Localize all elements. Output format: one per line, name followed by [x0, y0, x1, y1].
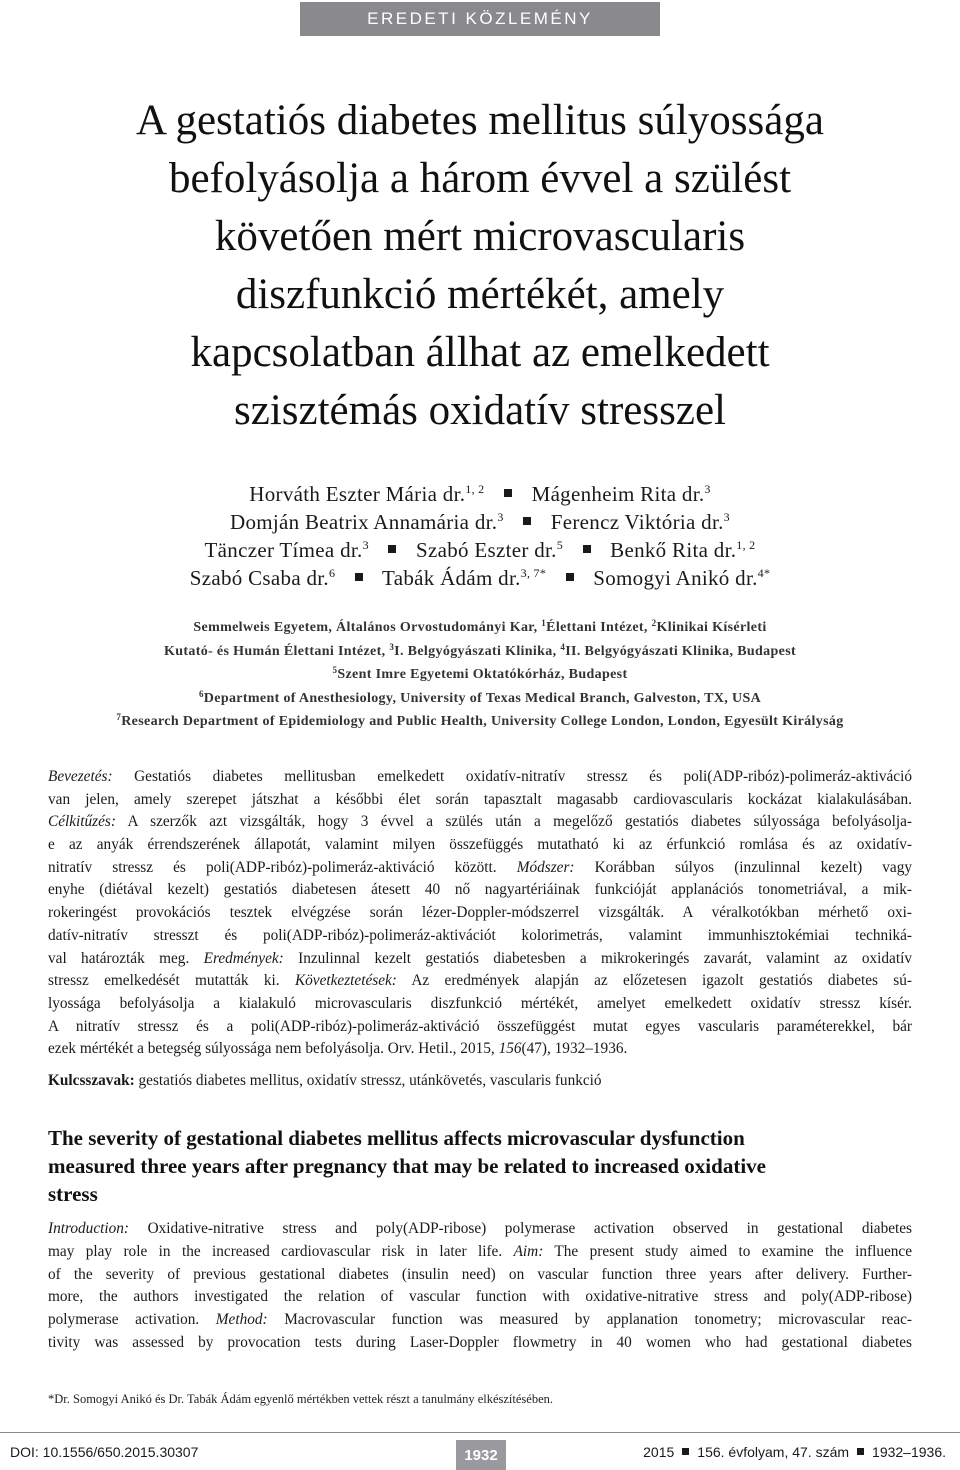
- section-label: Módszer:: [516, 858, 575, 876]
- abstract-line: [48, 1038, 912, 1061]
- affiliation-number: 4: [560, 641, 566, 652]
- author-list: [20, 480, 940, 592]
- section-label: Introduction:: [48, 1220, 130, 1237]
- page-footer: [0, 1440, 960, 1468]
- abstract-text: Oxidative-nitrative stress and poly(ADP-ribose) polymerase activation observed in gestational diabetes: [129, 1220, 912, 1237]
- affiliation-text: Department of Anesthesiology, University of Texas Medical Branch, Galveston, TX, USA: [203, 690, 762, 706]
- separator-square-icon: [566, 573, 574, 581]
- separator-square-icon: [388, 545, 396, 553]
- section-label: EREDETI KÖZLEMÉNY: [367, 9, 593, 28]
- author-line: [20, 508, 940, 536]
- author-name: Mágenheim Rita dr.: [531, 482, 705, 506]
- affiliation-text: Klinikai Kísérleti: [656, 620, 767, 635]
- abstract-text: Inzulinnal kezelt gestatiós diabetesben a mikrokeringés zavarát, valamint az oxidatív: [283, 949, 912, 967]
- keywords-label: Kulcsszavak:: [48, 1072, 135, 1089]
- affiliation-text: Kutató- és Humán Élettani Intézet,: [163, 643, 390, 659]
- english-title-line: The severity of gestational diabetes mellitus affects microvascular dysfunction: [48, 1126, 745, 1150]
- author-name: Ferencz Viktória dr.: [550, 510, 724, 534]
- section-label: Bevezetés:: [48, 768, 113, 785]
- affiliation-line: [40, 640, 920, 664]
- affiliation-line: [20, 710, 940, 734]
- abstract-line: [48, 1309, 912, 1332]
- author-affiliation: 1, 2: [736, 538, 756, 552]
- author-name: Domján Beatrix Annamária dr.: [230, 510, 498, 534]
- section-label: Method:: [215, 1311, 268, 1329]
- affiliation-text: II. Belgyógyászati Klinika, Budapest: [565, 643, 797, 659]
- abstract-line: A nitratív stressz és a poli(ADP-ribóz)-polimeráz-aktiváció összefüggést mutat egyes vascularis paraméterekkel, bár: [48, 1017, 912, 1035]
- abstract-text: A szerzők azt vizsgálták, hogy 3 évvel a szülés után a megelőző gestatiós diabetes súlyossága befolyásolja-: [115, 813, 912, 831]
- author-affiliation: 1, 2: [465, 482, 485, 496]
- affiliation-number: 3: [389, 641, 395, 652]
- affiliation-number: 6: [198, 688, 204, 699]
- abstract-text: Az eredmények alapján az előzetesen igazolt gestatiós diabetes sú-: [396, 972, 912, 990]
- issue-info: [643, 1444, 946, 1460]
- abstract-line: lyossága befolyásolja a kialakuló microvascularis diszfunkció mértékét, amelyet emelkedett oxidatív stressz kísér.: [48, 994, 912, 1012]
- affiliation-text: Semmelweis Egyetem, Általános Orvostudományi Kar,: [193, 620, 542, 635]
- affiliation-number: 1: [541, 618, 547, 628]
- affiliation-number: 2: [651, 618, 657, 628]
- section-label: Következtetések:: [294, 972, 397, 990]
- author-line: [20, 536, 940, 564]
- abstract-text: val határozták meg.: [48, 949, 204, 967]
- abstract-line: more, the authors investigated the relation of vascular function with oxidative-nitrative stress and poly(ADP-ribose): [48, 1288, 912, 1306]
- abstract-text: may play role in the increased cardiovascular risk in later life.: [48, 1242, 514, 1260]
- section-label: Eredmények:: [203, 949, 284, 967]
- title-line: befolyásolja a három évvel a szülést: [168, 155, 792, 202]
- separator-square-icon: [523, 517, 531, 525]
- affiliation-text: I. Belgyógyászati Klinika,: [394, 643, 561, 659]
- page-range: 1932–1936.: [872, 1444, 946, 1460]
- abstract-text: (47), 1932–1936.: [521, 1040, 628, 1058]
- affiliation-text: Élettani Intézet,: [546, 620, 652, 635]
- doi: DOI: 10.1556/650.2015.30307: [10, 1444, 199, 1460]
- volume-issue: 156. évfolyam, 47. szám: [697, 1444, 850, 1460]
- affiliation-line: [40, 663, 920, 687]
- author-name: Tänczer Tímea dr.: [204, 538, 363, 562]
- author-name: Szabó Eszter dr.: [416, 538, 557, 562]
- separator-square-icon: [504, 489, 512, 497]
- year: 2015: [643, 1444, 675, 1460]
- english-title-line: measured three years after pregnancy that may be related to increased oxidative: [48, 1154, 766, 1178]
- article-title: [40, 92, 920, 440]
- author-affiliation: 3, 7*: [520, 566, 547, 580]
- abstract-text: polymerase activation.: [48, 1311, 216, 1329]
- title-line: A gestatiós diabetes mellitus súlyossága: [136, 97, 824, 144]
- abstract-line: [48, 948, 912, 971]
- author-line: [20, 564, 940, 592]
- abstract-line: datív-nitratív stresszt és poli(ADP-ribóz)-polimeráz-aktivációt kolorimetrás, valamint immunhisztokémiai techniká-: [48, 926, 912, 944]
- english-title: [48, 1124, 912, 1208]
- abstract-line: [48, 1241, 912, 1264]
- abstract-line: e az anyák érrendszerének állapotát, valamint milyen összefüggés mutatható ki az érfunkció romlása és az oxidatív-: [48, 836, 912, 854]
- abstract-line: enyhe (diétával kezelt) gestatiós diabetesen átesett 40 nő nagyartériáinak funkcióját applanációs tonometriával, a mik-: [48, 881, 912, 899]
- section-label: Aim:: [513, 1242, 544, 1260]
- abstract-text: Korábban súlyos (inzulinnal kezelt) vagy: [574, 858, 912, 876]
- affiliation-line: [40, 687, 920, 711]
- abstract-text: ezek mértékét a betegség súlyossága nem befolyásolja. Orv. Hetil., 2015,: [48, 1040, 499, 1058]
- separator-square-icon: [682, 1448, 689, 1455]
- footnote: *Dr. Somogyi Anikó és Dr. Tabák Ádám egyenlő mértékben vettek részt a tanulmány elkészítésében.: [48, 1392, 554, 1406]
- affiliation-text: Research Department of Epidemiology and Public Health, University College London, London, Egyesült Királyság: [121, 714, 844, 729]
- english-title-line: stress: [48, 1182, 98, 1206]
- section-label: Célkitűzés:: [48, 813, 116, 831]
- abstract-text: stressz emelkedését mutatták ki.: [48, 972, 295, 990]
- abstract-english: [48, 1218, 912, 1355]
- author-line: [20, 480, 940, 508]
- title-line: szisztémás oxidatív stresszel: [234, 387, 726, 434]
- abstract-hungarian: [48, 766, 912, 1061]
- footer-divider: [0, 1432, 960, 1433]
- abstract-line: tivity was assessed by provocation tests during Laser-Doppler flowmetry in 40 women who had gestational diabetes: [48, 1333, 912, 1351]
- section-header: [300, 2, 660, 36]
- title-line: diszfunkció mértékét, amely: [235, 271, 725, 318]
- volume-number: 156: [498, 1040, 522, 1058]
- abstract-line: of the severity of previous gestational diabetes (insulin need) on vascular function three years after delivery. Further-: [48, 1265, 912, 1283]
- author-affiliation: 3: [704, 482, 711, 496]
- author-name: Tabák Ádám dr.: [382, 566, 521, 590]
- author-affiliation: 5: [556, 538, 564, 552]
- author-affiliation: 3: [497, 510, 504, 524]
- abstract-line: [48, 1218, 912, 1241]
- abstract-line: [48, 970, 912, 993]
- abstract-line: [48, 857, 912, 880]
- author-name: Szabó Csaba dr.: [189, 566, 329, 590]
- affiliation-number: 7: [116, 712, 122, 722]
- abstract-text: Macrovascular function was measured by applanation tonometry; microvascular reac-: [267, 1311, 912, 1329]
- keywords-text: gestatiós diabetes mellitus, oxidatív stressz, utánkövetés, vascularis funkció: [134, 1072, 602, 1089]
- affiliation-number: 5: [332, 665, 338, 675]
- affiliation-line: [40, 616, 920, 640]
- author-name: Somogyi Anikó dr.: [593, 566, 758, 590]
- title-line: követően mért microvascularis: [214, 213, 746, 260]
- abstract-text: Gestatiós diabetes mellitusban emelkedett oxidatív-nitratív stressz és poli(ADP-ribóz)-polimeráz-aktiváció: [112, 768, 912, 785]
- author-name: Benkő Rita dr.: [610, 538, 737, 562]
- separator-square-icon: [355, 573, 363, 581]
- abstract-text: nitratív stressz és poli(ADP-ribóz)-polimeráz-aktiváció között.: [48, 858, 517, 876]
- author-affiliation: 6: [328, 566, 336, 580]
- author-affiliation: 4*: [757, 566, 771, 580]
- affiliations: [40, 616, 920, 734]
- keywords: [48, 1070, 912, 1092]
- author-affiliation: 3: [723, 510, 730, 524]
- abstract-line: van jelen, amely szerepet játszhat a későbbi élet során tapasztalt magasabb cardiovascularis kockázat kialakulásában.: [48, 790, 912, 808]
- abstract-line: [48, 811, 912, 834]
- author-name: Horváth Eszter Mária dr.: [249, 482, 466, 506]
- author-affiliation: 3: [362, 538, 369, 552]
- abstract-line: rokeringést provokációs tesztek elvégzése során lézer-Doppler-módszerrel vizsgálták. A véralkotókban mérhető oxi-: [48, 904, 912, 922]
- title-line: kapcsolatban állhat az emelkedett: [190, 329, 770, 376]
- page-number: 1932: [456, 1440, 506, 1470]
- abstract-text: The present study aimed to examine the influence: [543, 1242, 912, 1260]
- separator-square-icon: [583, 545, 591, 553]
- abstract-line: [48, 766, 912, 789]
- separator-square-icon: [857, 1448, 864, 1455]
- affiliation-text: Szent Imre Egyetemi Oktatókórház, Budapest: [337, 667, 628, 682]
